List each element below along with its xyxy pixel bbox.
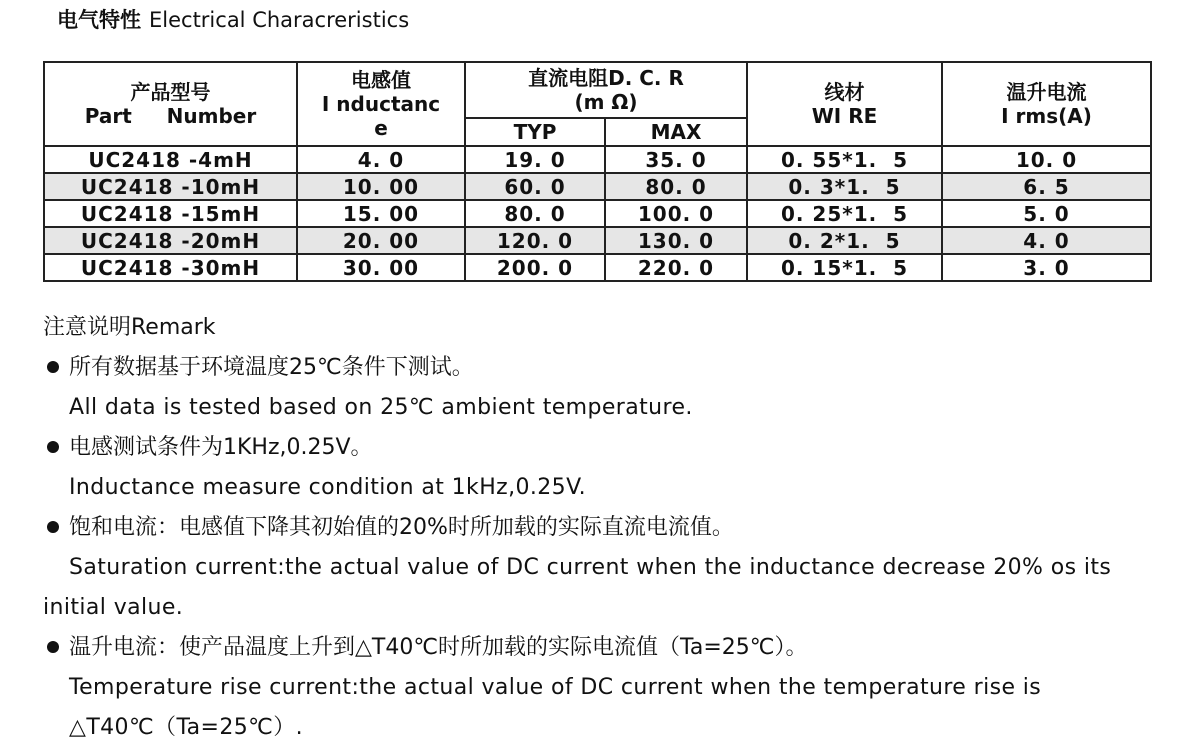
remark-item-zh (43, 628, 1163, 668)
cell-inductance: 4. 0 (297, 146, 465, 173)
remark-text-en: All data is tested based on 25℃ ambient temperature. (69, 395, 693, 420)
header-dcr-unit: (m Ω) (574, 90, 638, 114)
cell-inductance: 20. 00 (297, 227, 465, 254)
header-wire-en: WI RE (811, 104, 878, 128)
cell-wire: 0. 3*1. 5 (747, 173, 942, 200)
cell-dcr-typ: 19. 0 (465, 146, 605, 173)
cell-dcr-typ: 80. 0 (465, 200, 605, 227)
cell-irms: 6. 5 (942, 173, 1151, 200)
header-dcr-zh: 直流电阻D. C. R (528, 66, 684, 90)
remark-text-zh: 饱和电流：电感值下降其初始值的20%时所加载的实际直流电流值。 (69, 515, 734, 540)
header-dcr-typ: TYP (465, 118, 605, 146)
cell-part: UC2418 -20mH (44, 227, 297, 254)
cell-dcr-max: 130. 0 (605, 227, 747, 254)
table-row (44, 173, 1151, 200)
header-part-number (44, 62, 297, 146)
remark-item-zh (43, 428, 1163, 468)
bullet-icon (47, 441, 59, 453)
remark-text-en-cont: △T40℃（Ta=25℃）. (69, 715, 304, 740)
cell-part: UC2418 -10mH (44, 173, 297, 200)
cell-wire: 0. 55*1. 5 (747, 146, 942, 173)
cell-wire: 0. 15*1. 5 (747, 254, 942, 281)
table-row (44, 146, 1151, 173)
cell-dcr-max: 220. 0 (605, 254, 747, 281)
bullet-icon (47, 361, 59, 373)
section-heading (57, 4, 409, 34)
remark-text-en-cont: initial value. (43, 595, 184, 620)
header-inductance-en-2: e (374, 116, 388, 140)
header-wire (747, 62, 942, 146)
remark-text-en: Saturation current:the actual value of DC current when the inductance decrease 20% os its (69, 555, 1112, 580)
remark-text-zh: 电感测试条件为1KHz,0.25V。 (69, 435, 373, 460)
bullet-icon (47, 521, 59, 533)
header-irms (942, 62, 1151, 146)
cell-dcr-typ: 200. 0 (465, 254, 605, 281)
remark-item-zh (43, 348, 1163, 388)
header-dcr (465, 62, 747, 118)
header-inductance-en-1: I nductanc (321, 92, 441, 116)
remark-text-en: Inductance measure condition at 1kHz,0.25V. (69, 475, 587, 500)
cell-inductance: 15. 00 (297, 200, 465, 227)
header-wire-zh: 线材 (824, 80, 865, 104)
cell-irms: 5. 0 (942, 200, 1151, 227)
remarks-section (43, 308, 1163, 748)
table-row (44, 227, 1151, 254)
bullet-icon (47, 641, 59, 653)
section-heading-en: Electrical Characreristics (149, 8, 410, 32)
cell-irms: 10. 0 (942, 146, 1151, 173)
header-dcr-max: MAX (605, 118, 747, 146)
section-heading-zh: 电气特性 (57, 8, 141, 32)
electrical-characteristics-table (43, 61, 1152, 282)
remark-text-zh: 温升电流：使产品温度上升到△T40℃时所加载的实际电流值（Ta=25℃）。 (69, 635, 808, 660)
remarks-title: 注意说明Remark (43, 315, 216, 340)
cell-part: UC2418 -4mH (44, 146, 297, 173)
cell-dcr-typ: 120. 0 (465, 227, 605, 254)
cell-inductance: 10. 00 (297, 173, 465, 200)
header-inductance (297, 62, 465, 146)
cell-dcr-max: 35. 0 (605, 146, 747, 173)
header-part-zh: 产品型号 (130, 80, 211, 104)
cell-irms: 3. 0 (942, 254, 1151, 281)
remark-text-en: Temperature rise current:the actual value of DC current when the temperature rise is (69, 675, 1042, 700)
cell-part: UC2418 -15mH (44, 200, 297, 227)
header-part-en: Part Number (84, 104, 257, 128)
cell-dcr-max: 80. 0 (605, 173, 747, 200)
cell-wire: 0. 25*1. 5 (747, 200, 942, 227)
remark-item-zh (43, 508, 1163, 548)
header-inductance-zh: 电感值 (351, 68, 411, 92)
header-irms-zh: 温升电流 (1006, 80, 1087, 104)
cell-dcr-typ: 60. 0 (465, 173, 605, 200)
cell-irms: 4. 0 (942, 227, 1151, 254)
remark-text-zh: 所有数据基于环境温度25℃条件下测试。 (69, 355, 474, 380)
cell-part: UC2418 -30mH (44, 254, 297, 281)
cell-inductance: 30. 00 (297, 254, 465, 281)
header-irms-en: I rms(A) (1001, 104, 1092, 128)
cell-dcr-max: 100. 0 (605, 200, 747, 227)
table-row (44, 200, 1151, 227)
cell-wire: 0. 2*1. 5 (747, 227, 942, 254)
table-row (44, 254, 1151, 281)
